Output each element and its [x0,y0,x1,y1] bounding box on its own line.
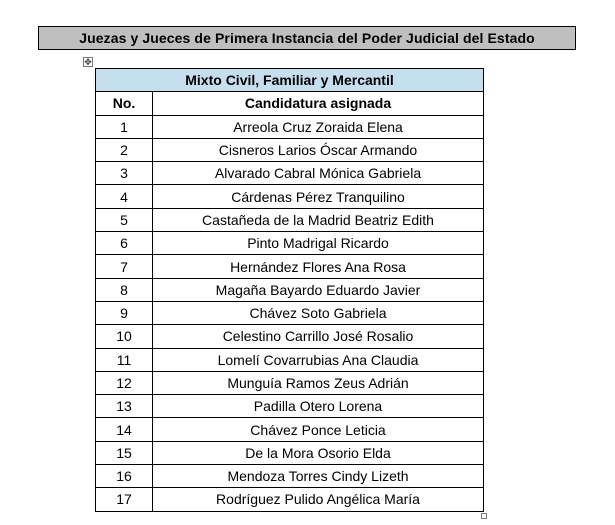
document-title: Juezas y Jueces de Primera Instancia del Poder Judicial del Estado [38,26,576,50]
candidate-name: Cisneros Larios Óscar Armando [153,138,484,161]
row-number: 13 [96,395,153,418]
row-number: 1 [96,115,153,138]
row-number: 11 [96,348,153,371]
table-row [96,371,484,394]
row-number: 10 [96,325,153,348]
row-number: 4 [96,185,153,208]
table-row [96,488,484,511]
candidate-name: Munguía Ramos Zeus Adrián [153,371,484,394]
column-header-candidate: Candidatura asignada [153,92,484,115]
table-row [96,185,484,208]
row-number: 2 [96,138,153,161]
candidate-name: Cárdenas Pérez Tranquilino [153,185,484,208]
candidate-name: Hernández Flores Ana Rosa [153,255,484,278]
candidate-name: Castañeda de la Madrid Beatriz Edith [153,208,484,231]
row-number: 12 [96,371,153,394]
candidate-name: Pinto Madrigal Ricardo [153,232,484,255]
row-number: 7 [96,255,153,278]
row-number: 8 [96,278,153,301]
column-header-number: No. [96,92,153,115]
table-row [96,278,484,301]
candidate-name: Arreola Cruz Zoraida Elena [153,115,484,138]
table-row [96,348,484,371]
candidate-name: Celestino Carrillo José Rosalio [153,325,484,348]
candidate-name: Alvarado Cabral Mónica Gabriela [153,162,484,185]
table-row [96,208,484,231]
table-row [96,162,484,185]
candidate-name: Chávez Soto Gabriela [153,301,484,324]
candidate-name: Padilla Otero Lorena [153,395,484,418]
table-row [96,138,484,161]
section-title: Mixto Civil, Familiar y Mercantil [96,69,484,92]
candidate-name: Chávez Ponce Leticia [153,418,484,441]
row-number: 9 [96,301,153,324]
row-number: 3 [96,162,153,185]
row-number: 15 [96,441,153,464]
candidates-table [95,68,484,512]
table-row [96,115,484,138]
table-row [96,395,484,418]
candidate-name: Magaña Bayardo Eduardo Javier [153,278,484,301]
row-number: 14 [96,418,153,441]
table-row [96,232,484,255]
table-row [96,465,484,488]
section-header-row [96,69,484,92]
table-row [96,255,484,278]
candidate-name: De la Mora Osorio Elda [153,441,484,464]
row-number: 5 [96,208,153,231]
row-number: 17 [96,488,153,511]
column-header-row [96,92,484,115]
table-row [96,325,484,348]
table-row [96,418,484,441]
table-row [96,301,484,324]
row-number: 16 [96,465,153,488]
candidate-name: Rodríguez Pulido Angélica María [153,488,484,511]
table-body [96,115,484,511]
resize-handle-icon[interactable] [481,513,487,519]
candidate-name: Lomelí Covarrubias Ana Claudia [153,348,484,371]
row-number: 6 [96,232,153,255]
move-icon[interactable]: ✥ [84,57,92,67]
table-row [96,441,484,464]
candidate-name: Mendoza Torres Cindy Lizeth [153,465,484,488]
